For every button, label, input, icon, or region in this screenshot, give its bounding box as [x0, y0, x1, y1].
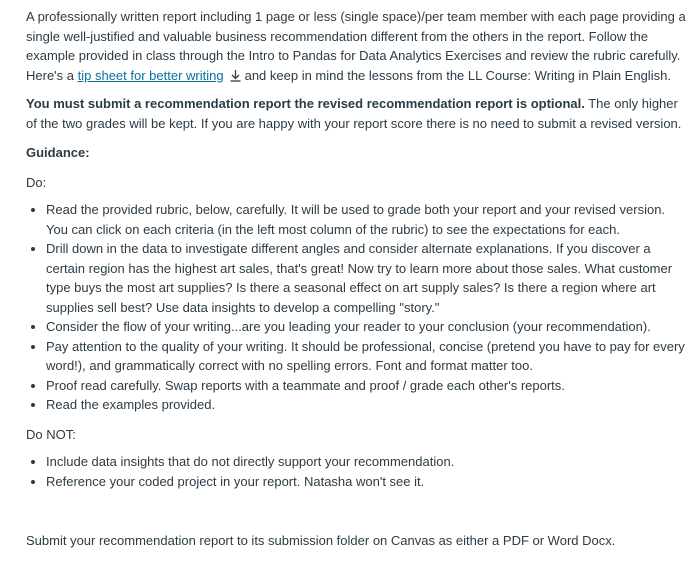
intro-text: A professionally written report including 1 page or less (single space)/per team member with each page providing a single well-justified and valuable business recommendation different from the others in the report. Follow the example provided in class through the Intro to Pandas for Data Analytics Exercises and review the rubric carefully. Here's a [26, 9, 686, 83]
intro-text-end: and keep in mind the lessons from the LL Course: Writing in Plain English. [244, 67, 671, 83]
final-note: Submit your recommendation report to its submission folder on Canvas as either a PDF or Word Docx. [26, 533, 616, 548]
list-item: • Reference your coded project in your report. Natasha won't see it. [46, 472, 688, 492]
do-list [26, 200, 688, 415]
list-item: • Proof read carefully. Swap reports with a teammate and proof / grade each other's reports. [46, 376, 688, 396]
list-item: • Drill down in the data to investigate different angles and consider alternate explanations. If you discover a certain region has the highest art sales, that's great! Now try to learn more about those sales. What customer type buys the most art supplies? Is there a seasonal effect on art supply sales? Is there a region where art supplies sell best? Use data insights to develop a compelling "story." [46, 239, 688, 317]
donot-list [26, 452, 688, 491]
list-item: • Read the examples provided. [46, 395, 688, 415]
list-item: • Include data insights that do not directly support your recommendation. [46, 452, 688, 472]
download-icon[interactable] [229, 69, 242, 82]
submission-note-rest: The only higher of the two grades will be kept. If you are happy with your report score there is no need to submit a revised version. [26, 96, 682, 131]
intro-paragraph [26, 7, 688, 85]
submission-note [26, 94, 688, 133]
list-item: • Pay attention to the quality of your writing. It should be professional, concise (pretend you have to pay for every word!), and grammatically correct with no spelling errors. Font and format matter too. [46, 337, 688, 376]
do-heading: Do: [26, 174, 47, 190]
list-item: • Consider the flow of your writing...are you leading your reader to your conclusion (your recommendation). [46, 317, 688, 337]
tip-sheet-link[interactable]: tip sheet for better writing [77, 67, 224, 83]
list-item: • Read the provided rubric, below, carefully. It will be used to grade both your report and your revised version. You can click on each criteria (in the left most column of the rubric) to see the expectations for each. [46, 200, 688, 239]
guidance-heading: Guidance: [26, 145, 90, 160]
submission-note-bold: You must submit a recommendation report the revised recommendation report is optional. [26, 96, 585, 111]
donot-heading: Do NOT: [26, 426, 76, 442]
